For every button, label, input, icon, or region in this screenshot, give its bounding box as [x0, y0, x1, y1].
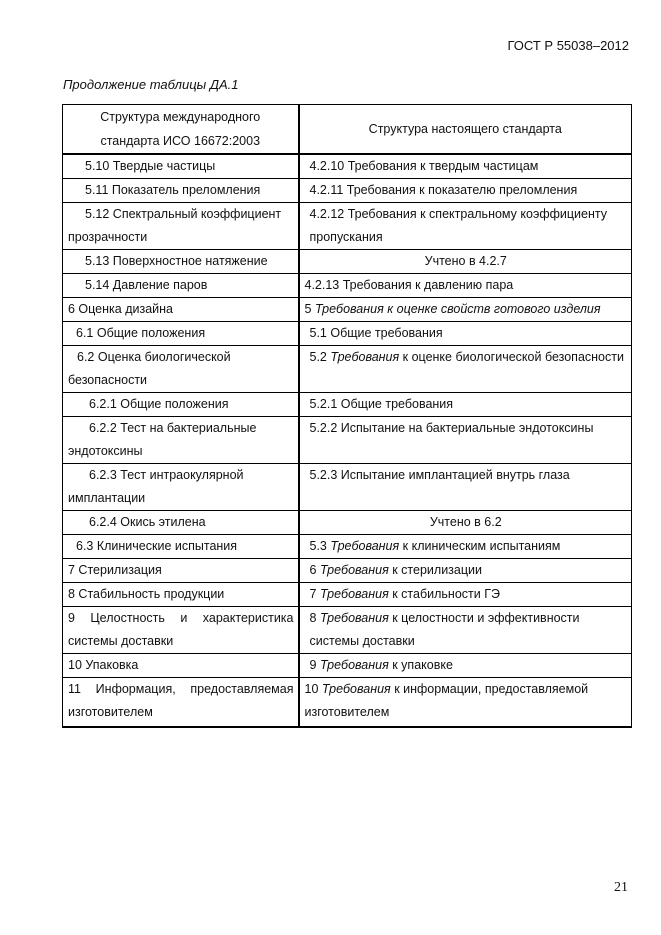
gost-clause: 4.2.10 Требования к твердым частицам	[299, 154, 632, 179]
iso-clause: 5.12 Спектральный коэффициент прозрачности	[63, 203, 299, 250]
iso-clause: 6.3 Клинические испытания	[63, 535, 299, 559]
gost-clause: 4.2.13 Требования к давлению пара	[299, 274, 632, 298]
table-row	[63, 322, 632, 346]
iso-clause: 6.2.3 Тест интраокулярной имплантации	[63, 464, 299, 511]
table-row	[63, 417, 632, 464]
gost-clause: 4.2.11 Требования к показателю преломления	[299, 179, 632, 203]
table-row	[63, 179, 632, 203]
iso-clause: 6.2.4 Окись этилена	[63, 511, 299, 535]
gost-clause: 4.2.12 Требования к спектральному коэффициенту пропускания	[299, 203, 632, 250]
iso-clause: 5.14 Давление паров	[63, 274, 299, 298]
gost-clause: 8 Требования к целостности и эффективности системы доставки	[299, 607, 632, 654]
iso-clause: 11 Информация, предоставляемая изготовителем	[63, 678, 299, 728]
table-row	[63, 274, 632, 298]
table-row	[63, 393, 632, 417]
iso-clause: 9 Целостность и характеристика системы доставки	[63, 607, 299, 654]
column-header-international: Структура международного стандарта ИСО 16672:2003	[63, 105, 299, 155]
correspondence-table	[62, 104, 632, 728]
iso-clause: 7 Стерилизация	[63, 559, 299, 583]
gost-clause: 5.3 Требования к клиническим испытаниям	[299, 535, 632, 559]
iso-clause: 8 Стабильность продукции	[63, 583, 299, 607]
table-row	[63, 464, 632, 511]
gost-clause: 5.2.1 Общие требования	[299, 393, 632, 417]
gost-clause: 6 Требования к стерилизации	[299, 559, 632, 583]
table-row	[63, 535, 632, 559]
gost-clause: 5 Требования к оценке свойств готового изделия	[299, 298, 632, 322]
table-row	[63, 298, 632, 322]
standard-number: ГОСТ Р 55038–2012	[507, 38, 629, 53]
table-row	[63, 559, 632, 583]
page-number: 21	[614, 880, 628, 895]
gost-clause: Учтено в 6.2	[299, 511, 632, 535]
iso-clause: 6.1 Общие положения	[63, 322, 299, 346]
table-row	[63, 654, 632, 678]
table-row	[63, 154, 632, 179]
table-row	[63, 250, 632, 274]
gost-clause: 5.2.2 Испытание на бактериальные эндотоксины	[299, 417, 632, 464]
iso-clause: 10 Упаковка	[63, 654, 299, 678]
gost-clause: 5.1 Общие требования	[299, 322, 632, 346]
iso-clause: 6.2.2 Тест на бактериальные эндотоксины	[63, 417, 299, 464]
iso-clause: 6.2.1 Общие положения	[63, 393, 299, 417]
iso-clause: 6.2 Оценка биологической безопасности	[63, 346, 299, 393]
table-row	[63, 607, 632, 654]
table-row	[63, 203, 632, 250]
table-header-row	[63, 105, 632, 155]
gost-clause: 7 Требования к стабильности ГЭ	[299, 583, 632, 607]
gost-clause: 5.2 Требования к оценке биологической безопасности	[299, 346, 632, 393]
iso-clause: 5.13 Поверхностное натяжение	[63, 250, 299, 274]
table-row	[63, 346, 632, 393]
table-row	[63, 511, 632, 535]
column-header-national: Структура настоящего стандарта	[299, 105, 632, 155]
gost-clause: 5.2.3 Испытание имплантацией внутрь глаза	[299, 464, 632, 511]
gost-clause: 10 Требования к информации, предоставляемой изготовителем	[299, 678, 632, 728]
table-row	[63, 678, 632, 728]
iso-clause: 6 Оценка дизайна	[63, 298, 299, 322]
table-row	[63, 583, 632, 607]
iso-clause: 5.10 Твердые частицы	[63, 154, 299, 179]
gost-clause: 9 Требования к упаковке	[299, 654, 632, 678]
table-caption: Продолжение таблицы ДА.1	[63, 77, 239, 92]
iso-clause: 5.11 Показатель преломления	[63, 179, 299, 203]
gost-clause: Учтено в 4.2.7	[299, 250, 632, 274]
